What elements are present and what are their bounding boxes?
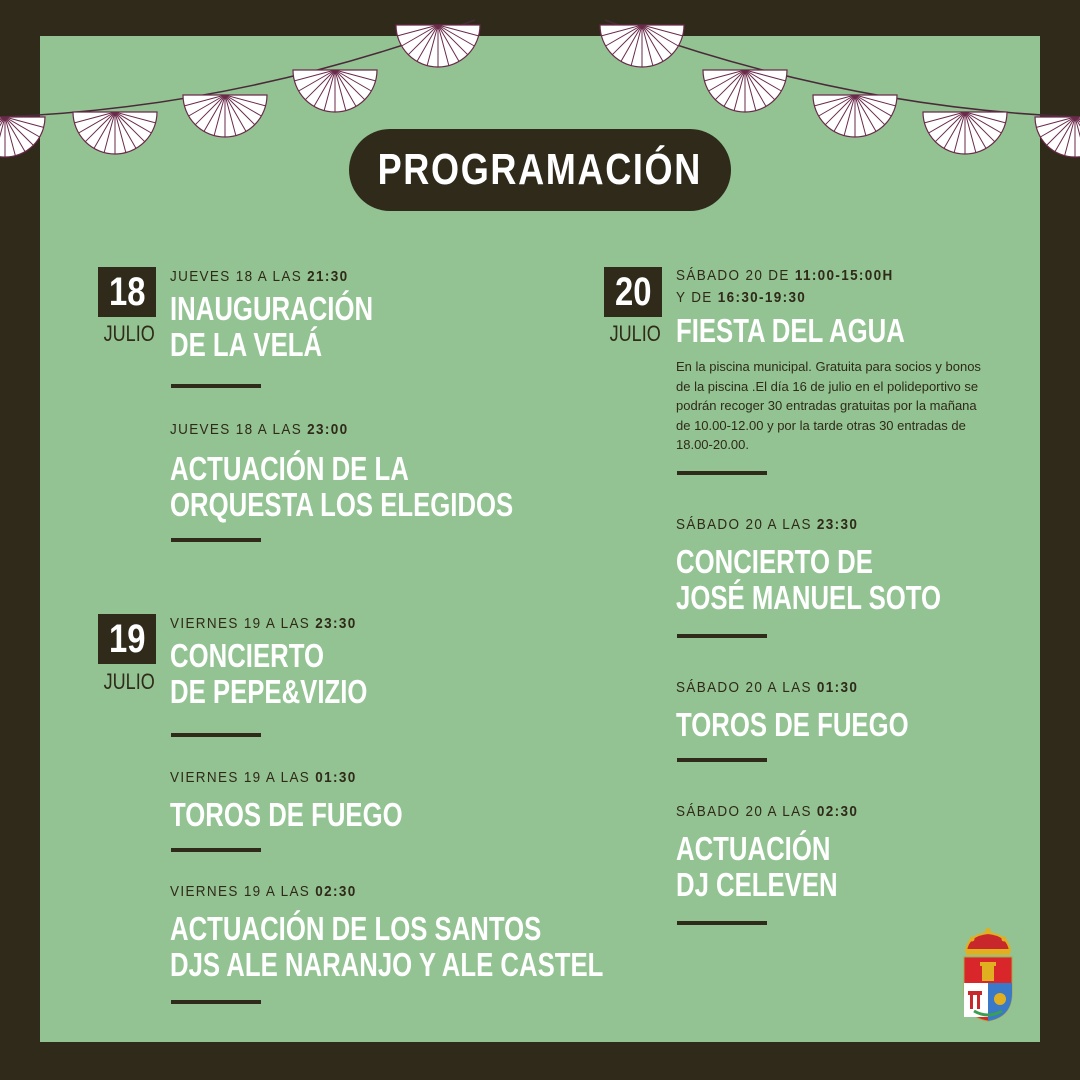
divider xyxy=(171,538,261,542)
date-badge-19: 19 xyxy=(98,614,156,664)
divider xyxy=(677,471,767,475)
date-badge-18: 18 xyxy=(98,267,156,317)
bunting-fan-icon xyxy=(1035,117,1080,157)
event-time: JUEVES 18 A LAS 21:30 xyxy=(170,268,349,285)
event-time: SÁBADO 20 A LAS 23:30 xyxy=(676,516,859,533)
divider xyxy=(677,921,767,925)
month-label-19: JULIO xyxy=(103,669,155,694)
bunting-fan-icon xyxy=(293,70,377,112)
page-title-text: PROGRAMACIÓN xyxy=(377,145,703,194)
event-title: ACTUACIÓN DJ CELEVEN xyxy=(676,830,838,903)
event-item xyxy=(170,881,630,983)
divider xyxy=(677,634,767,638)
municipal-coat-of-arms-icon xyxy=(960,925,1016,1023)
event-item xyxy=(676,265,1006,455)
event-time-second: Y DE 16:30-19:30 xyxy=(676,289,807,306)
event-time: SÁBADO 20 A LAS 01:30 xyxy=(676,679,859,696)
bunting-fan-icon xyxy=(396,25,480,67)
bunting-fan-icon xyxy=(183,95,267,137)
event-time: JUEVES 18 A LAS 23:00 xyxy=(170,421,349,438)
event-item xyxy=(170,767,590,833)
event-title: TOROS DE FUEGO xyxy=(676,706,909,743)
event-time: VIERNES 19 A LAS 02:30 xyxy=(170,883,357,900)
divider xyxy=(171,384,261,388)
event-title: ACTUACIÓN DE LA ORQUESTA LOS ELEGIDOS xyxy=(170,450,514,523)
event-title: TOROS DE FUEGO xyxy=(170,796,403,833)
date-badge-20: 20 xyxy=(604,267,662,317)
divider xyxy=(171,733,261,737)
event-title: FIESTA DEL AGUA xyxy=(676,312,905,349)
event-title: CONCIERTO DE JOSÉ MANUEL SOTO xyxy=(676,543,942,616)
bunting-fan-icon xyxy=(703,70,787,112)
bunting-fan-icon xyxy=(600,25,684,67)
event-title: INAUGURACIÓN DE LA VELÁ xyxy=(170,290,374,363)
event-item xyxy=(170,613,590,710)
bunting-fan-icon xyxy=(813,95,897,137)
event-item xyxy=(676,514,1080,616)
event-time: VIERNES 19 A LAS 01:30 xyxy=(170,769,357,786)
event-time: SÁBADO 20 DE 11:00-15:00H xyxy=(676,267,894,284)
event-title: CONCIERTO DE PEPE&VIZIO xyxy=(170,637,368,710)
divider xyxy=(171,1000,261,1004)
event-description: En la piscina municipal. Gratuita para socios y bonos de la piscina .El día 16 de julio en el polideportivo se podrán recoger 30 entradas gratuitas por la mañana de 10.00-12.00 y por la tarde otras 30 entradas de 18.00-20.00. xyxy=(676,359,981,452)
event-item xyxy=(676,677,1080,743)
event-item xyxy=(676,801,1080,903)
month-label-20: JULIO xyxy=(609,321,661,346)
event-title: ACTUACIÓN DE LOS SANTOS DJS ALE NARANJO Y ALE CASTEL xyxy=(170,910,604,983)
divider xyxy=(171,848,261,852)
bunting-fan-icon xyxy=(73,112,157,154)
divider xyxy=(677,758,767,762)
event-time: VIERNES 19 A LAS 23:30 xyxy=(170,615,357,632)
page-title xyxy=(349,129,731,211)
month-label-18: JULIO xyxy=(103,321,155,346)
event-item xyxy=(170,266,590,363)
event-item xyxy=(170,419,590,523)
event-time: SÁBADO 20 A LAS 02:30 xyxy=(676,803,859,820)
bunting-fan-icon xyxy=(923,112,1007,154)
bunting-fan-icon xyxy=(0,117,45,157)
